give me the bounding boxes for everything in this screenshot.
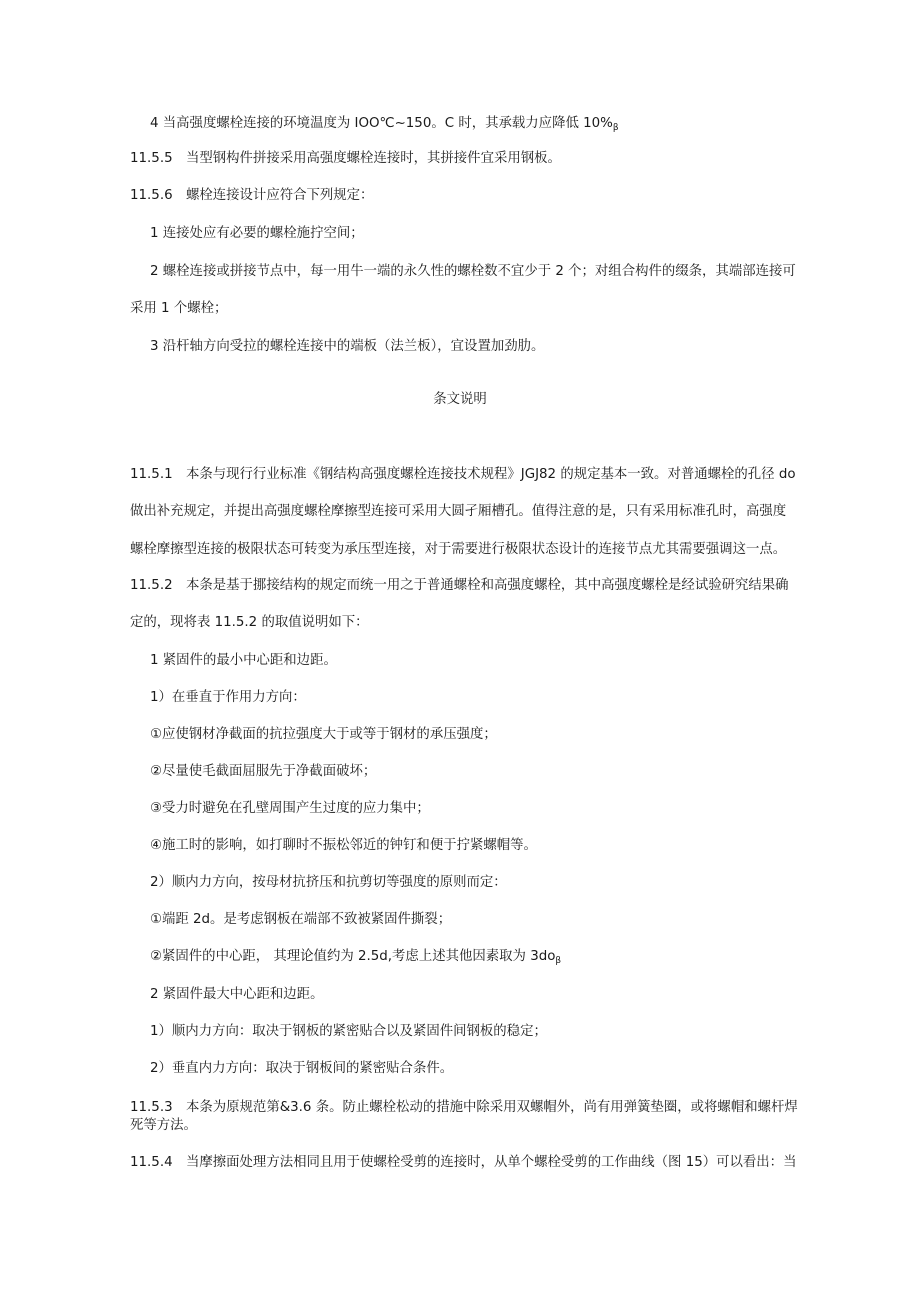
- text-line: ④施工时的影响，如打聊时不振松邻近的钟钉和便于拧紧螺帽等。: [150, 838, 537, 853]
- text-line: ②尽量使毛截面屈服先于净截面破坏；: [150, 764, 377, 779]
- text-line: 采用 1 个螺栓；: [130, 301, 228, 316]
- text-line: 2 螺栓连接或拼接节点中，每一用牛一端的永久性的螺栓数不宜少于 2 个；对组合构件的缀条，其端部连接可: [150, 264, 796, 279]
- clause-line: 11.5.5 当型钢构件拼接采用高强度螺栓连接时，其拼接件宜采用钢板。: [130, 151, 561, 166]
- section-heading: 条文说明: [433, 392, 487, 407]
- text-line: 2）垂直内力方向：取决于钢板间的紧密贴合条件。: [150, 1061, 454, 1076]
- clause-line: 11.5.4 当摩擦面处理方法相同且用于使螺栓受剪的连接时，从单个螺栓受剪的工作曲线（图 15）可以看出：当: [130, 1155, 797, 1170]
- text-line: 2 紧固件最大中心距和边距。: [150, 987, 324, 1002]
- text-line: 做出补充规定，并提出高强度螺栓摩擦型连接可采用大圆孑厢槽孔。值得注意的是，只有采用标准孔时，高强度: [130, 504, 787, 519]
- text-line: ②紧固件的中心距， 其理论值约为 2.5d,考虑上述其他因素取为 $3do_\beta$: [150, 949, 562, 966]
- text-line: 1 紧固件的最小中心距和边距。: [150, 653, 337, 668]
- text-line: 死等方法。: [130, 1118, 197, 1133]
- clause-line: 11.5.2 本条是基于挪接结构的规定而统一用之于普通螺栓和高强度螺栓，其中高强度螺栓是经试验研究结果确: [130, 578, 789, 593]
- clause-line: 11.5.3 本条为原规范第&3.6 条。防止螺栓松动的措施中除采用双螺帽外，尚有用弹簧垫圈，或将螺帽和螺杆焊: [130, 1100, 798, 1115]
- clause-line: 11.5.6 螺栓连接设计应符合下列规定：: [130, 188, 374, 203]
- text-line: ①端距 2d。是考虑钢板在端部不致被紧固件撕裂；: [150, 912, 452, 927]
- text-line: 1）在垂直于作用力方向：: [150, 690, 306, 705]
- text-line: 3 沿杆轴方向受拉的螺栓连接中的端板（法兰板），宜设置加劲肋。: [150, 339, 545, 354]
- text-line: 螺栓摩擦型连接的极限状态可转变为承压型连接，对于需要进行极限状态设计的连接节点尤其需要强调这一点。: [130, 542, 787, 557]
- text-line: 4 当高强度螺栓连接的环境温度为 IOO℃~150。C 时，其承载力应降低 $10\%_\beta$: [150, 116, 619, 133]
- text-line: 2）顺内力方向，按母材抗挤压和抗剪切等强度的原则而定：: [150, 875, 507, 890]
- text-line: 1）顺内力方向：取决于钢板的紧密贴合以及紧固件间钢板的稳定；: [150, 1024, 547, 1039]
- text-line: 定的，现将表 11.5.2 的取值说明如下：: [130, 615, 369, 630]
- text-line: ①应使钢材净截面的抗拉强度大于或等于钢材的承压强度；: [150, 727, 497, 742]
- clause-line: 11.5.1 本条与现行行业标准《钢结构高强度螺栓连接技术规程》JGJ82 的规定基本一致。对普通螺栓的孔径 do: [130, 467, 796, 482]
- text-line: 1 连接处应有必要的螺栓施拧空间；: [150, 226, 364, 241]
- text-line: ③受力时避免在孔壁周围产生过度的应力集中；: [150, 801, 430, 816]
